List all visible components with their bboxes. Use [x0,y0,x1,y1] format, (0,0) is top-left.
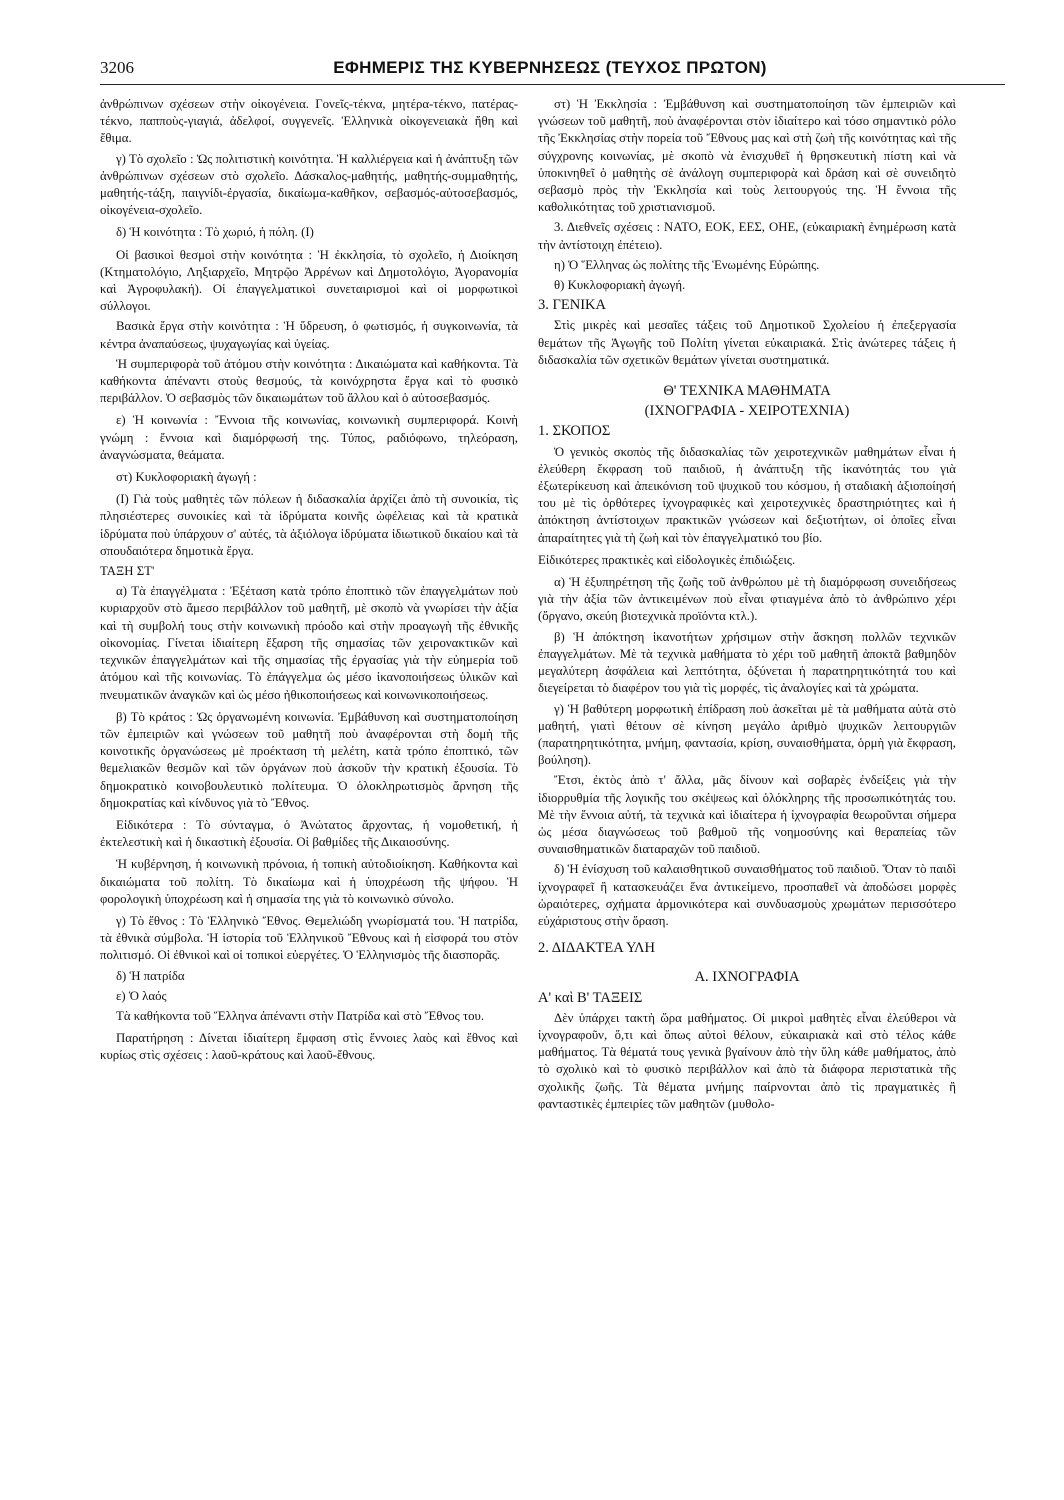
paragraph: στ) Κυκλοφοριακὴ ἀγωγή : [116,470,257,485]
paragraph: γ) Ἡ βαθύτερη μορφωτικὴ ἐπίδραση ποὺ ἀσκεῖται μὲ τὰ μαθήματα αὐτὰ στὸ μαθητή, γιατὶ θέτουν σὲ κίνηση μεγάλο ἀριθμὸ ψυχικῶν λειτουργιῶν (παρατηρητικότητα, μνήμη, φαντασία, κρίση, συναισθήματα, ὁρμὴ γιὰ ἔκφραση, βούληση). [538,701,956,768]
paragraph: Παρατήρηση : Δίνεται ἰδιαίτερη ἔμφαση στὶς ἔννοιες λαὸς καὶ ἔθνος καὶ κυρίως στὶς σχέσεις : λαοῦ-κράτους καὶ λαοῦ-ἔθνους. [100,1031,518,1063]
paragraph: θ) Κυκλοφοριακὴ ἀγωγή. [554,278,686,293]
paragraph: Οἱ βασικοὶ θεσμοὶ στὴν κοινότητα : Ἡ ἐκκλησία, τὸ σχολεῖο, ἡ Διοίκηση (Κτηματολόγιο, Ληξιαρχεῖο, Μητρῷο Ἀρρένων καὶ Δημοτολόγιο, Ἀγορανομία καὶ Ἀγροφυλακή). Οἱ ἐπαγγελματικοὶ συνεταιρισμοὶ καὶ οἱ μορφωτικοὶ σύλλογοι. [100,247,518,314]
paragraph: Ὁ γενικὸς σκοπὸς τῆς διδασκαλίας τῶν χειροτεχνικῶν μαθημάτων εἶναι ἡ ἐλεύθερη ἔκφραση τοῦ παιδιοῦ, ἡ ἀνάπτυξη τῆς ἱκανότητάς του γιὰ ἐξωτερίκευση καὶ ἀπεικόνιση τοῦ ψυχικοῦ του κόσμου, ἡ σταδιακὴ ἀξιοποίησή του μὲ τὶς ὀρθότερες ἰχνογραφικὲς καὶ χειροτεχνικὲς δραστηριότητες καὶ ἡ ἀπόκτηση ἀντίστοιχων πρακτικῶν γνώσεων καὶ δεξιοτήτων, οἱ ὁποῖες εἶναι ἀπαραίτητες γιὰ τὴ ζωὴ καὶ τὸν ἐπαγγελματικό του βίο. [538,444,956,545]
paragraph: δ) Ἡ κοινότητα : Τὸ χωριό, ἡ πόλη. (Ι) [116,225,314,240]
paragraph: α) Ἡ ἐξυπηρέτηση τῆς ζωῆς τοῦ ἀνθρώπου μὲ τὴ διαμόρφωση συνειδήσεως γιὰ τὴν ἀξία τῶν ἀντικειμένων ποὺ εἶναι φτιαγμένα ἀπὸ τὸ ἀνθρώπινο χέρι (ὄργανο, σκεύη βιοτεχνικὰ προϊόντα κτλ.). [538,575,956,624]
subsection-title: Α. ΙΧΝΟΓΡΑΦΙΑ [694,969,800,986]
paragraph: γ) Τὸ ἔθνος : Τὸ Ἑλληνικὸ Ἔθνος. Θεμελιώδη γνωρίσματά του. Ἡ πατρίδα, τὰ ἐθνικὰ σύμβολα. Ἡ ἱστορία τοῦ Ἑλληνικοῦ Ἔθνους καὶ ἡ εἰσφορά του στὸν πολιτισμό. Οἱ ἐθνικοὶ καὶ οἱ τοπικοὶ εὐεργέτες. Ὁ Ἑλληνισμὸς τῆς διασπορᾶς. [100,913,518,963]
paragraph: (Ι) Γιὰ τοὺς μαθητὲς τῶν πόλεων ἡ διδασκαλία ἀρχίζει ἀπὸ τὴ συνοικία, τὶς πλησιέστερες συνοικίες καὶ τὰ ἱδρύματα κοινῆς ὠφέλειας καὶ τὰ κρατικὰ ἱδρύματα ποὺ ὑπάρχουν σ' αὐτές, τὰ ἀξιόλογα ἱδρύματα ἰδιωτικοῦ δικαίου καὶ τὰ σπουδαιότερα δημοτικὰ ἔργα. [100,492,518,558]
paragraph: Στὶς μικρὲς καὶ μεσαῖες τάξεις τοῦ Δημοτικοῦ Σχολείου ἡ ἐπεξεργασία θεμάτων τῆς Ἀγωγῆς τοῦ Πολίτη γίνεται εὐκαιριακά. Στὶς ἀνώτερες τάξεις ἡ διδασκαλία τῶν σχετικῶν θεμάτων γίνεται συστηματικά. [538,318,956,367]
class-heading: ΤΑΞΗ ΣΤ' [100,564,155,579]
paragraph: δ) Ἡ ἐνίσχυση τοῦ καλαισθητικοῦ συναισθήματος τοῦ παιδιοῦ. Ὅταν τὸ παιδὶ ἰχνογραφεῖ ἢ κατασκευάζει ἕνα ἀντικείμενο, προσπαθεῖ νὰ ἀποδώσει μορφὲς ὡραιότερες, σχήματα ἁρμονικότερα καὶ συνδυασμοὺς χρωμάτων περισσότερο εὐχάριστους στὴν ὅραση. [538,862,956,928]
class-heading: Α' καὶ Β' ΤΑΞΕΙΣ [538,989,643,1006]
right-column [538,96,956,1116]
paragraph: Ἡ κυβέρνηση, ἡ κοινωνικὴ πρόνοια, ἡ τοπικὴ αὐτοδιοίκηση. Καθήκοντα καὶ δικαιώματα τοῦ πολίτη. Τὸ δικαίωμα καὶ ἡ ὑποχρέωση τῆς ψήφου. Ἡ φορολογικὴ ὑποχρέωση καὶ ἡ σημασία της γιὰ τὸ κοινωνικὸ σύνολο. [100,857,518,906]
paragraph: ε) Ἡ κοινωνία : Ἔννοια τῆς κοινωνίας, κοινωνικὴ συμπεριφορά. Κοινὴ γνώμη : ἔννοια καὶ διαμόρφωσή της. Τύπος, ραδιόφωνο, τηλεόραση, ἀναγνώσματα, θεάματα. [100,413,518,462]
paragraph: Τὰ καθήκοντα τοῦ Ἕλληνα ἀπέναντι στὴν Πατρίδα καὶ στὸ Ἔθνος του. [116,1008,485,1023]
section-heading: 1. ΣΚΟΠΟΣ [538,423,611,440]
paragraph: Εἰδικότερες πρακτικὲς καὶ εἰδολογικὲς ἐπιδιώξεις. [538,552,796,567]
section-heading: 2. ΔΙΔΑΚΤΕΑ ΥΛΗ [538,940,656,957]
paragraph: στ) Ἡ Ἐκκλησία : Ἐμβάθυνση καὶ συστηματοποίηση τῶν ἐμπειριῶν καὶ γνώσεων τοῦ μαθητῆ, ποὺ ἀναφέρονται στὸν ἰδιαίτερο καὶ τόσο σημαντικὸ ρόλο τῆς Ἐκκλησίας στὴν πορεία τοῦ Ἔθνους μας καὶ στὴ ζωὴ τῆς κοινότητας καὶ τῆς σύγχρονης κοινωνίας, μὲ σκοπὸ νὰ ἐνισχυθεῖ ἡ θρησκευτικὴ πίστη καὶ νὰ ὑποκινηθεῖ ὁ μαθητὴς σὲ ἀνάλογη συμπεριφορὰ καὶ δράση καὶ σὲ συνειδητὸ σεβασμὸ πρὸς τὴν Ἐκκλησία καὶ τοὺς λειτουργούς της. Ἡ ἔννοια τῆς καθολικότητας τοῦ χριστιανισμοῦ. [538,97,956,215]
paragraph: Ἔτσι, ἐκτὸς ἀπὸ τ' ἄλλα, μᾶς δίνουν καὶ σοβαρὲς ἐνδείξεις γιὰ τὴν ἰδιορρυθμία τῆς λογικῆς του σκέψεως καὶ ὁλόκληρης τῆς προσωπικότητάς του. Μὲ τὴν ἔννοια αὐτή, τὰ τεχνικὰ καὶ ἰδιαίτερα ἡ ἰχνογραφία θεωροῦνται σήμερα ὡς μέσα διαγνώσεως τοῦ βαθμοῦ τῆς νοημοσύνης καὶ θεραπείας τῶν συναισθηματικῶν διαταραχῶν τοῦ παιδιοῦ. [538,773,956,857]
paragraph: Βασικὰ ἔργα στὴν κοινότητα : Ἡ ὕδρευση, ὁ φωτισμός, ἡ συγκοινωνία, τὰ κέντρα ἀναπαύσεως, ψυχαγωγίας καὶ ὑγείας. [100,319,518,351]
section-heading: 3. ΓΕΝΙΚΑ [538,297,606,314]
paragraph: β) Τὸ κράτος : Ὡς ὀργανωμένη κοινωνία. Ἐμβάθυνση καὶ συστηματοποίηση τῶν ἐμπειριῶν καὶ γνώσεων τοῦ μαθητῆ ποὺ ἀναφέρονται στὴ δομὴ τῆς κοινοτικῆς ὀργανώσεως μὲ προέκταση τὴ μελέτη, κατὰ τρόπο ἐποπτικό, τῶν θεμελιακῶν θεσμῶν καὶ τῶν ὀργάνων ποὺ ἀσκοῦν τὴν κρατικὴ ἐξουσία. Τὸ δημοκρατικὸ κοινοβουλευτικὸ πολίτευμα. Ὁ ὁλοκληρωτισμὸς ἄρνηση τῆς δημοκρατίας καὶ κίνδυνος γιὰ τὸ Ἔθνος. [100,709,518,810]
chapter-subtitle: (ΙΧΝΟΓΡΑΦΙΑ - ΧΕΙΡΟΤΕΧΝΙΑ) [644,403,850,420]
paragraph: ε) Ὁ λαός [116,988,167,1003]
paragraph: α) Τὰ ἐπαγγέλματα : Ἐξέταση κατὰ τρόπο ἐποπτικὸ τῶν ἐπαγγελμάτων ποὺ κυριαρχοῦν στὸ ἄμεσο περιβάλλον τοῦ μαθητῆ, μὲ σκοπὸ νὰ γνωρίσει τὴν ἀξία καὶ τὴ συμβολή τους στὴν κοινωνικὴ πρόοδο καὶ στὴν προαγωγὴ τῆς ἐθνικῆς οἰκονομίας. Γίνεται ἰδιαίτερη ἔξαρση τῆς σημασίας τῶν χειρονακτικῶν καὶ τεχνικῶν ἐπαγγελμάτων καὶ τῆς σημασίας τῆς ἐργασίας γιὰ τὴν εὐημερία τοῦ ἀτόμου καὶ τῆς κοινωνίας. Τὸ ἐπάγγελμα ὡς μέσο ἱκανοποιήσεως ὑλικῶν καὶ πνευματικῶν ἀναγκῶν καὶ ὡς μέσο ἠθικοποιήσεως καὶ κοινωνικοποιήσεως. [100,584,518,702]
paragraph: δ) Ἡ πατρίδα [116,968,185,983]
header-rule [100,84,1005,85]
paragraph: Δὲν ὑπάρχει τακτὴ ὥρα μαθήματος. Οἱ μικροὶ μαθητὲς εἶναι ἐλεύθεροι νὰ ἰχνογραφοῦν, ὅ,τι καὶ ὅπως αὐτοὶ θέλουν, εὐκαιριακὰ καὶ στὸ τέλος κάθε μαθήματος. Τὰ θέματά τους γενικὰ βγαίνουν ἀπὸ τὴν ὕλη κάθε μαθήματος, ἀπὸ τὸ σχολικὸ καὶ τὸ φυσικὸ περιβάλλον καὶ ἀπὸ τὰ διάφορα περιστατικὰ τῆς σχολικῆς ζωῆς. Τὰ θέματα μνήμης παίρνονται ἀπὸ τὶς πραγματικὲς ἢ φανταστικὲς ἐμπειρίες τῶν μαθητῶν (μυθολο- [538,1010,956,1111]
left-column [100,96,518,1068]
gazette-title: ΕΦΗΜΕΡΙΣ ΤΗΣ ΚΥΒΕΡΝΗΣΕΩΣ (ΤΕΥΧΟΣ ΠΡΩΤΟΝ) [333,58,767,77]
paragraph: 3. Διεθνεῖς σχέσεις : ΝΑΤΟ, ΕΟΚ, ΕΕΣ, ΟΗΕ, (εὐκαιριακὴ ἐνημέρωση κατὰ τὴν ἀντίστοιχη ἐπέτειο). [538,220,956,252]
page-number: 3206 [100,58,134,77]
paragraph: Εἰδικότερα : Τὸ σύνταγμα, ὁ Ἀνώτατος ἄρχοντας, ἡ νομοθετική, ἡ ἐκτελεστικὴ καὶ ἡ δικαστικὴ ἐξουσία. Οἱ βαθμίδες τῆς Δικαιοσύνης. [100,817,518,850]
page-header [100,58,1000,80]
paragraph: η) Ὁ Ἕλληνας ὡς πολίτης τῆς Ἑνωμένης Εὐρώπης. [554,257,820,272]
paragraph: Ἡ συμπεριφορὰ τοῦ ἀτόμου στὴν κοινότητα : Δικαιώματα καὶ καθήκοντα. Τὰ καθήκοντα ἀπέναντι στοὺς θεσμούς, τὰ κοινόχρηστα ἔργα καὶ τὸ φυσικὸ περιβάλλον. Ὁ σεβασμὸς τῶν δικαιωμάτων τοῦ ἄλλου καὶ ὁ αὐτοσεβασμός. [100,356,518,406]
paragraph: β) Ἡ ἀπόκτηση ἱκανοτήτων χρήσιμων στὴν ἄσκηση πολλῶν τεχνικῶν ἐπαγγελμάτων. Μὲ τὰ τεχνικὰ μαθήματα τὸ χέρι τοῦ μαθητῆ ἀποκτᾶ βαθμηδὸν μεγαλύτερη ἀσφάλεια καὶ λεπτότητα, ὀξύνεται ἡ παρατηρητικότητά του καὶ διεγείρεται τὸ διαφέρον του γιὰ τὶς μορφές, τὶς ἀναλογίες καὶ τὰ χρώματα. [538,629,956,696]
paragraph: γ) Τὸ σχολεῖο : Ὡς πολιτιστικὴ κοινότητα. Ἡ καλλιέργεια καὶ ἡ ἀνάπτυξη τῶν ἀνθρώπινων σχέσεων στὸ σχολεῖο. Δάσκαλος-μαθητής, μαθητής-συμμαθητής, μαθητής-τάξη, παιγνίδι-ἐργασία, δικαίωμα-καθῆκον, σεβασμός-αὐτοσεβασμός, οἰκογένεια-σχολεῖο. [100,151,518,218]
paragraph: ἀνθρώπινων σχέσεων στὴν οἰκογένεια. Γονεῖς-τέκνα, μητέρα-τέκνο, πατέρας-τέκνο, παπποὺς-γιαγιά, ἀδελφοί, συγγενεῖς. Ἑλληνικὰ οἰκογενειακὰ ἤθη καὶ ἔθιμα. [100,97,518,146]
chapter-title: Θ' ΤΕΧΝΙΚΑ ΜΑΘΗΜΑΤΑ [663,383,831,400]
